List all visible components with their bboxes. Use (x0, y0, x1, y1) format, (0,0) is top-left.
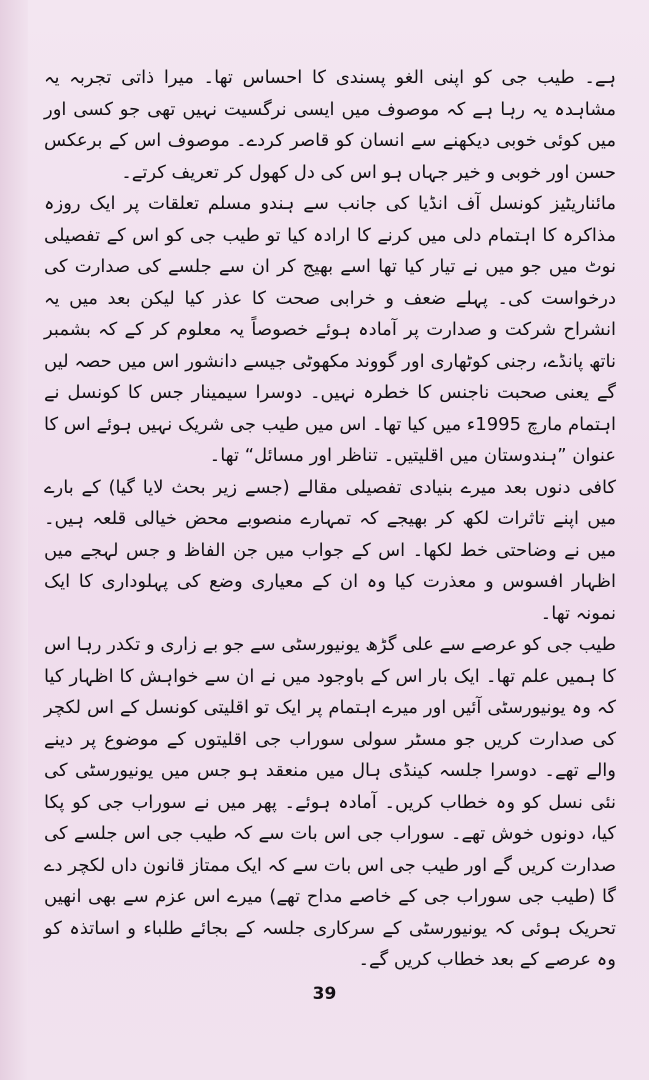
page-number: 39 (312, 984, 337, 1004)
paragraph-3: کافی دنوں بعد میرے بنیادی تفصیلی مقالے (جسے زیر بحث لایا گیا) کے بارے میں اپنے تاثرات لکھ کر بھیجے کہ تمہارے منصوبے محض خیالی قلعہ ہیں۔ میں نے وضاحتی خط لکھا۔ اس کے جواب میں جن الفاظ و جس لہجے میں اظہار افسوس و معذرت کیا وہ ان کے معیاری وضع کی پہلوداری کا ایک نمونہ تھا۔ (44, 476, 616, 624)
paragraph-4: طیب جی کو عرصے سے علی گڑھ یونیورسٹی سے جو بے زاری و تکدر رہا اس کا ہمیں علم تھا۔ ایک بار اس کے باوجود میں نے ان سے خواہش کا اظہار کیا کہ وہ یونیورسٹی آئیں اور میرے اہتمام پر ایک تو اقلیتی کونسل کے اس لکچر کی صدارت کریں جو مسٹر سولی سوراب جی اقلیتوں کے موضوع پر دینے والے تھے۔ دوسرا جلسہ کینڈی ہال میں منعقد ہو جس میں یونیورسٹی کی نئی نسل کو وہ خطاب کریں۔ آمادہ ہوئے۔ پھر میں نے سوراب جی کو پکا کیا، دونوں خوش تھے۔ سوراب جی اس بات سے کہ طیب جی اس جلسے کی صدارت کریں گے اور طیب جی اس بات سے کہ ایک ممتاز قانون داں لکچر دے گا (طیب جی سوراب جی کے خاصے مداح تھے) میرے اس عزم سے بھی انھیں تحریک ہوئی کہ یونیورسٹی کے سرکاری جلسہ کے بجائے طلباء و اساتذہ کو وہ عرصے کے بعد خطاب کریں گے۔ (44, 634, 616, 970)
paragraph-2: مائناریٹیز کونسل آف انڈیا کی جانب سے ہندو مسلم تعلقات پر ایک روزہ مذاکرہ کا اہتمام دلی میں کرنے کا ارادہ کیا تو طیب جی کو اس کے تفصیلی نوٹ میں جو میں نے تیار کیا تھا اسے بھیج کر ان سے جلسے کی صدارت کی درخواست کی۔ پہلے ضعف و خرابی صحت کا عذر کیا لیکن بعد میں یہ انشراح شرکت و صدارت پر آمادہ ہوئے خصوصاً یہ معلوم کر کے کہ بشمبر ناتھ پانڈے، رجنی کوٹھاری اور گووند مکھوٹی جیسے دانشور اس میں حصہ لیں گے یعنی صحبت ناجنس کا خطرہ نہیں۔ دوسرا سیمینار جس کا کونسل نے اہتمام مارچ 1995ء میں کیا تھا۔ اس میں طیب جی شریک نہیں ہوئے اس کا عنوان ”ہندوستان میں اقلیتیں۔ تناظر اور مسائل“ تھا۔ (43, 193, 616, 466)
paragraph-1: ہے۔ طیب جی کو اپنی الغو پسندی کا احساس تھا۔ میرا ذاتی تجربہ یہ مشاہدہ یہ رہا ہے کہ موصوف میں ایسی نرگسیت نہیں تھی جو کسی اور میں کوئی خوبی دیکھنے سے انسان کو قاصر کردے۔ موصوف اس کے برعکس حسن اور خوبی و خیر جہاں ہو اس کی دل کھول کر تعریف کرتے۔ (44, 67, 616, 183)
body-text (44, 62, 616, 976)
page-edge-shadow (0, 0, 28, 1080)
